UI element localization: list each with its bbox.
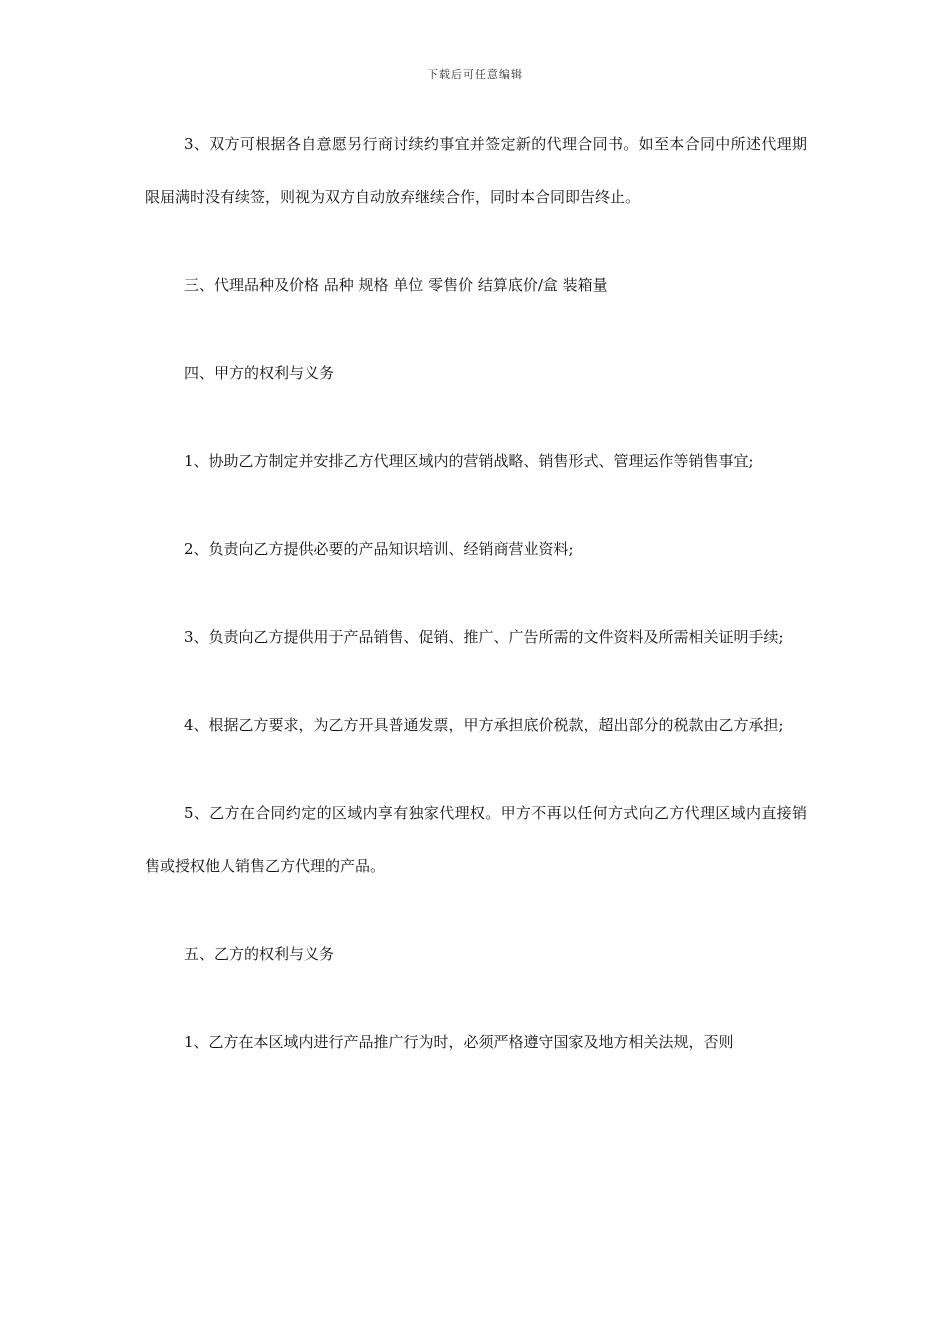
paragraph-gap	[145, 893, 807, 928]
paragraph-party-a-1: 1、协助乙方制定并安排乙方代理区域内的营销战略、销售形式、管理运作等销售事宜;	[184, 452, 754, 470]
paragraph-party-a-3: 3、负责向乙方提供用于产品销售、促销、推广、广告所需的文件资料及所需相关证明手续;	[184, 628, 784, 646]
paragraph-gap	[145, 981, 807, 1016]
paragraph-gap	[145, 312, 807, 347]
paragraph-party-a-4: 4、根据乙方要求，为乙方开具普通发票，甲方承担底价税款，超出部分的税款由乙方承担;	[184, 716, 784, 734]
paragraph-renewal: 3、双方可根据各自意愿另行商讨续约事宜并签定新的代理合同书。如至本合同中所述代理期限届满时没有续签，则视为双方自动放弃继续合作，同时本合同即告终止。	[145, 135, 807, 206]
document-body	[145, 118, 807, 1069]
paragraph-gap	[145, 400, 807, 435]
paragraph-gap	[145, 576, 807, 611]
paragraph-gap	[145, 752, 807, 787]
page-header: 下载后可任意编辑	[427, 68, 523, 81]
paragraph-party-b-1: 1、乙方在本区域内进行产品推广行为时，必须严格遵守国家及地方相关法规，否则	[184, 1033, 734, 1051]
paragraph-gap	[145, 488, 807, 523]
section-heading-party-a: 四、甲方的权利与义务	[184, 364, 335, 382]
paragraph-party-a-2: 2、负责向乙方提供必要的产品知识培训、经销商营业资料;	[184, 540, 574, 558]
section-heading-party-b: 五、乙方的权利与义务	[184, 945, 335, 963]
paragraph-gap	[145, 224, 807, 259]
paragraph-gap	[145, 664, 807, 699]
paragraph-party-a-5: 5、乙方在合同约定的区域内享有独家代理权。甲方不再以任何方式向乙方代理区域内直接销售或授权他人销售乙方代理的产品。	[145, 804, 807, 875]
section-heading-products: 三、代理品种及价格 品种 规格 单位 零售价 结算底价/盒 装箱量	[184, 276, 608, 294]
